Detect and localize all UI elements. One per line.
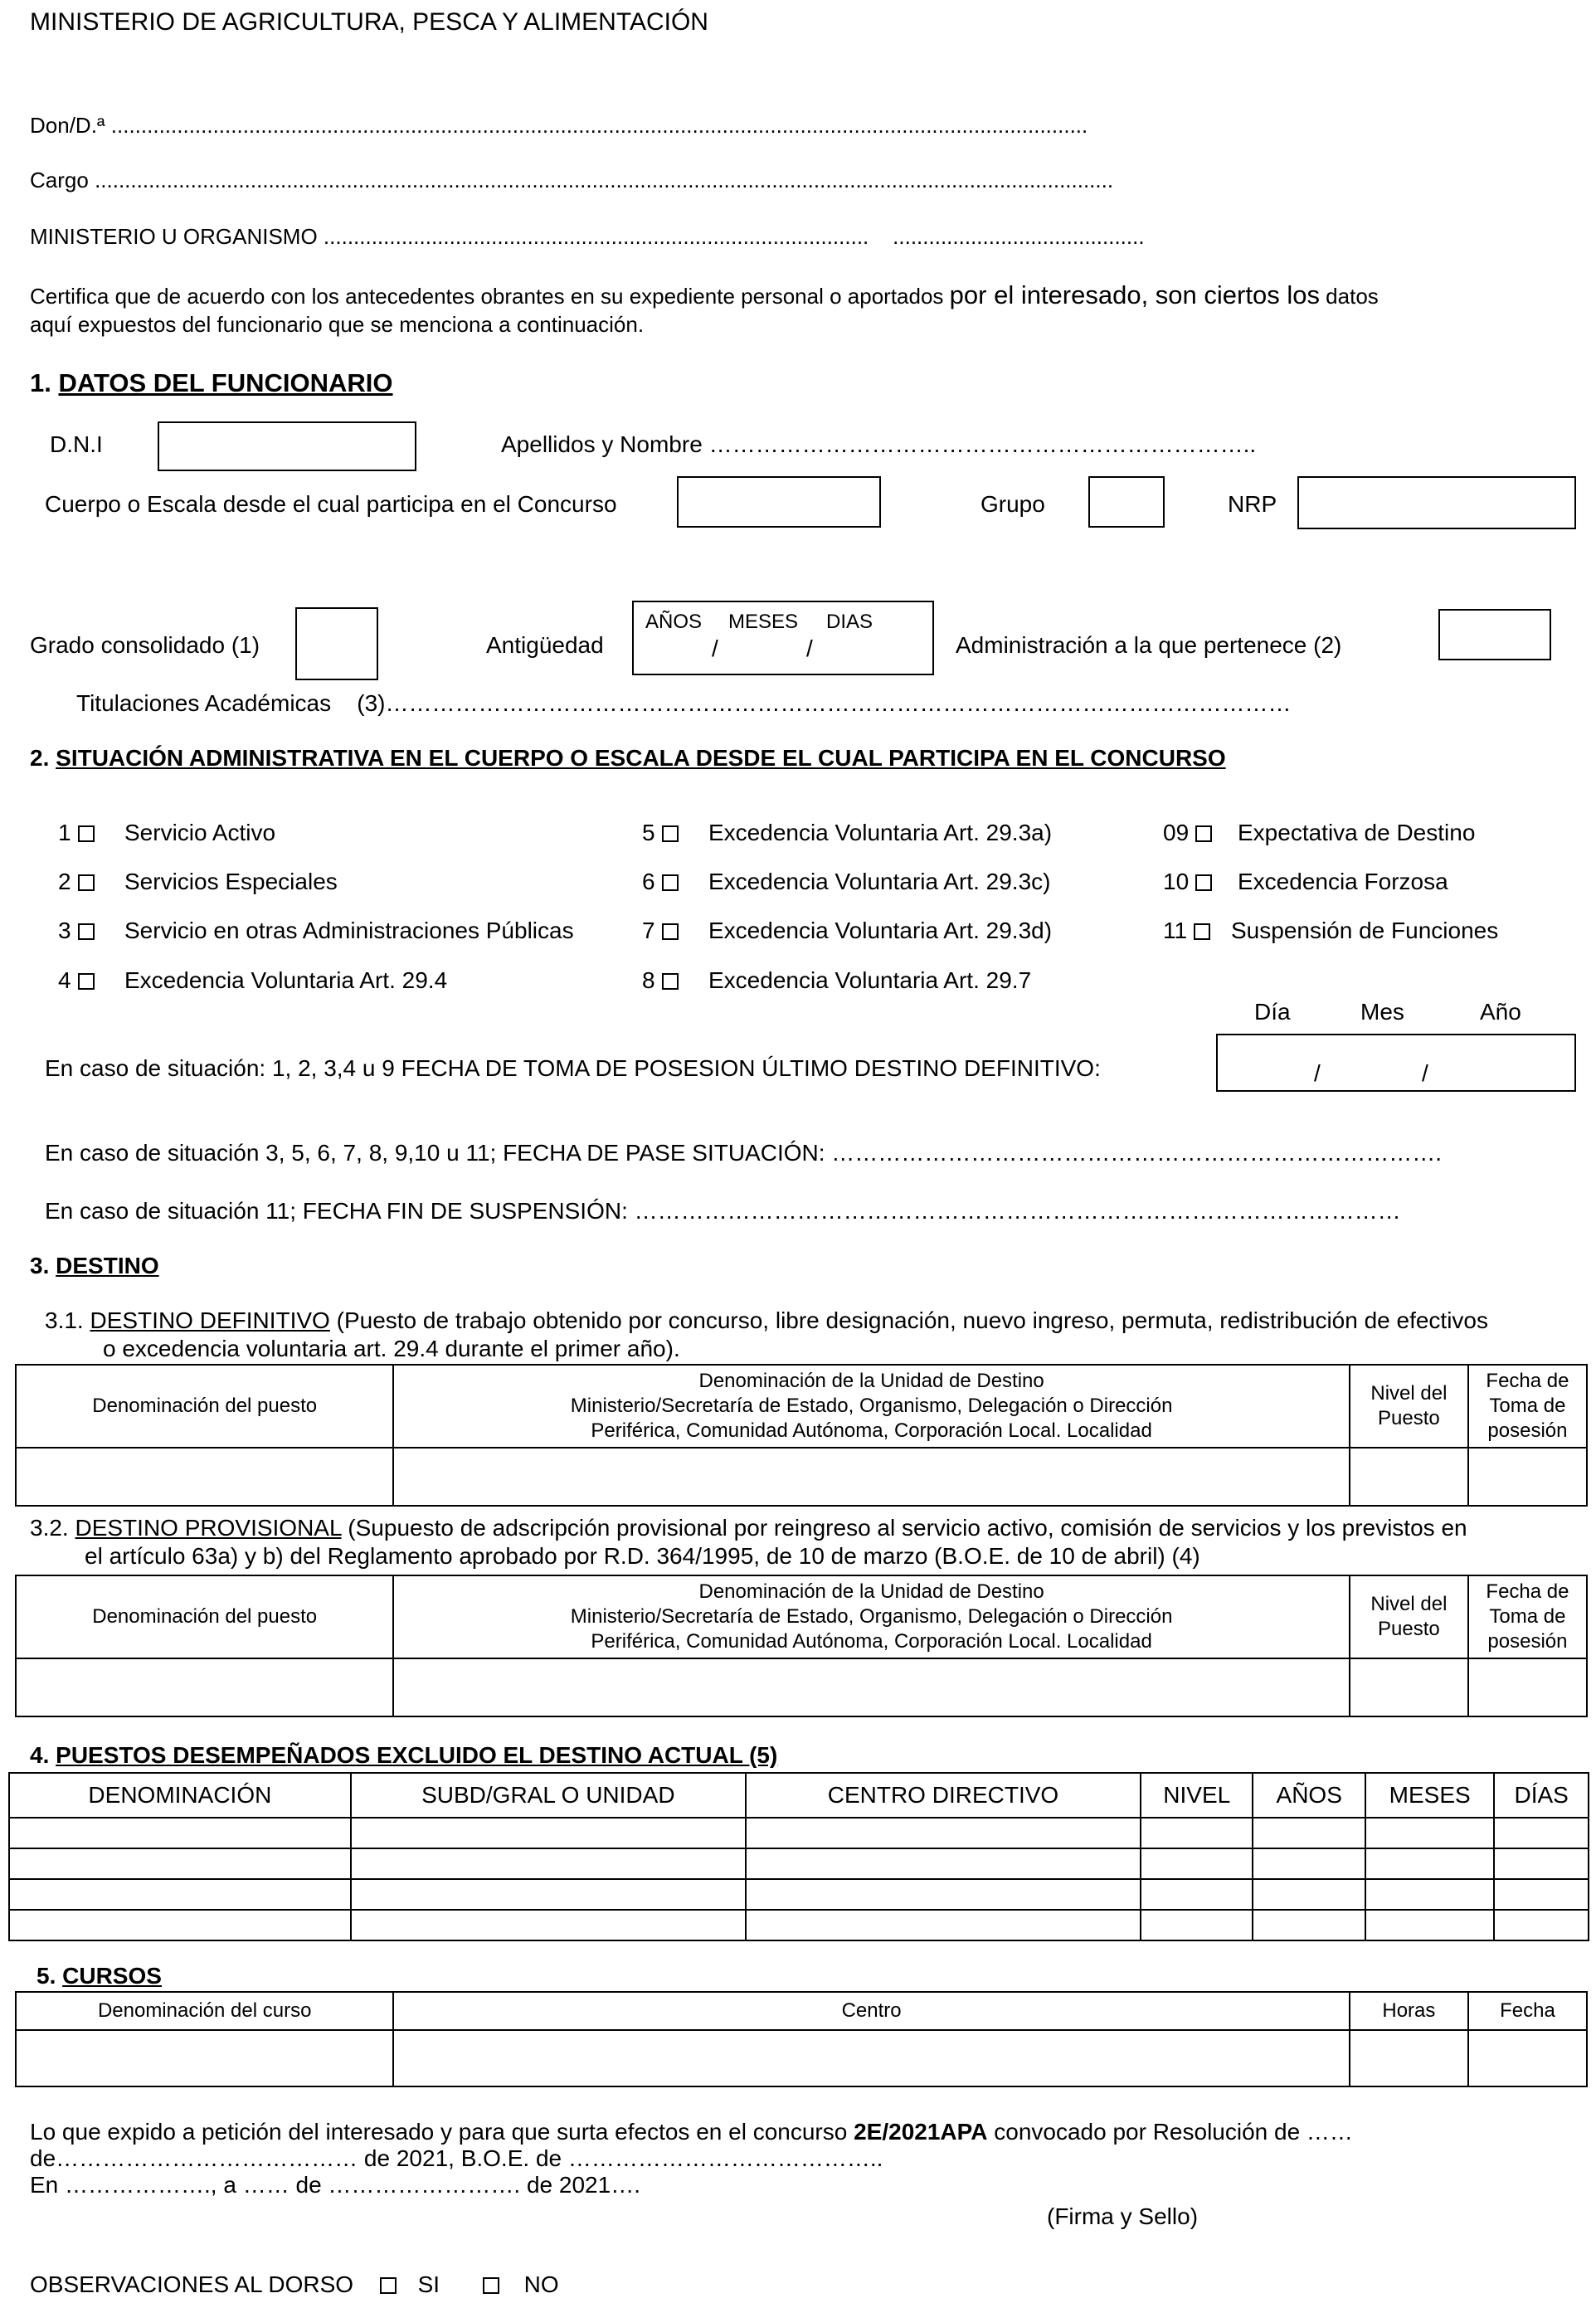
expido-line1: Lo que expido a petición del interesado y para que surta efectos en el concurso 2E/2021APA convocado por Resolución de ……	[30, 2119, 1353, 2145]
mes-label: Mes	[1360, 999, 1404, 1025]
fin-label: En caso de situación 11; FECHA FIN DE SUSPENSIÓN:	[45, 1198, 628, 1224]
checkbox-icon[interactable]	[1195, 825, 1212, 842]
input-cell[interactable]	[1468, 1448, 1587, 1506]
input-cell[interactable]	[1350, 1448, 1468, 1506]
certifica-line2: aquí expuestos del funcionario que se menciona a continuación.	[30, 312, 645, 337]
col-fecha-toma: Fecha de Toma de posesión	[1468, 1575, 1587, 1658]
expido-line2: de………………………………… de 2021, B.O.E. de …………………………………..	[30, 2145, 883, 2171]
table-row[interactable]	[16, 1448, 1587, 1506]
dia-label: Día	[1254, 999, 1291, 1025]
checkbox-icon[interactable]	[78, 973, 95, 990]
input-cell[interactable]	[16, 2030, 393, 2086]
input-cell[interactable]	[1350, 1658, 1468, 1716]
administracion-input[interactable]	[1438, 609, 1551, 660]
input-cell[interactable]	[1253, 1879, 1365, 1910]
pase-field[interactable]	[45, 1140, 1442, 1166]
section3-heading: 3. DESTINO	[30, 1253, 159, 1278]
col-denominacion-puesto: Denominación del puesto	[16, 1365, 393, 1448]
fin-dots: ………………………………………………………………………………………	[634, 1198, 1401, 1224]
checkbox-icon[interactable]	[662, 825, 679, 842]
anos-label: AÑOS	[645, 611, 703, 633]
dias-label: DIAS	[826, 611, 873, 633]
firma-label: (Firma y Sello)	[1047, 2203, 1199, 2229]
certifica-line1: Certifica que de acuerdo con los antecedentes obrantes en su expediente personal o aportados por el interesado, son ciertos los datos	[30, 280, 1379, 309]
titulaciones-dots: ………………………………………………………………………………………………………	[385, 690, 1292, 716]
input-cell[interactable]	[16, 1658, 393, 1716]
input-cell[interactable]	[746, 1848, 1141, 1879]
meses-label: MESES	[728, 611, 799, 633]
ministerio-label: MINISTERIO U ORGANISMO	[30, 224, 318, 249]
input-cell[interactable]	[746, 1879, 1141, 1910]
apellidos-label: Apellidos y Nombre	[501, 431, 703, 457]
section1-heading: 1. DATOS DEL FUNCIONARIO	[30, 368, 393, 397]
input-cell[interactable]	[393, 2030, 1350, 2086]
section4-heading: 4. PUESTOS DESEMPEÑADOS EXCLUIDO EL DESTINO ACTUAL (5)	[30, 1742, 778, 1768]
col-unidad-destino: Denominación de la Unidad de Destino Ministerio/Secretaría de Estado, Organismo, Delegación o Dirección Periférica, Comunidad Autónoma, Corporación Local. Localidad	[393, 1575, 1350, 1658]
checkbox-icon[interactable]	[1195, 874, 1212, 891]
nrp-label: NRP	[1228, 491, 1277, 517]
toma-posesion-label: En caso de situación: 1, 2, 3,4 u 9 FECHA DE TOMA DE POSESION ÚLTIMO DESTINO DEFINITIVO:	[45, 1055, 1101, 1081]
situacion-option-4[interactable]: 4 Excedencia Voluntaria Art. 29.4	[58, 967, 448, 993]
table-row[interactable]	[16, 1658, 1587, 1716]
cuerpo-input[interactable]	[677, 476, 881, 528]
destino-provisional-table	[15, 1575, 1588, 1717]
col-fecha: Fecha	[1468, 1992, 1587, 2030]
checkbox-icon[interactable]	[78, 874, 95, 891]
don-label: Don/D.ª	[30, 113, 105, 138]
col-anos: AÑOS	[1253, 1773, 1365, 1818]
col-fecha-toma: Fecha de Toma de posesión	[1468, 1365, 1587, 1448]
col-meses: MESES	[1365, 1773, 1494, 1818]
antiguedad-slash-2: /	[806, 635, 813, 661]
situacion-option-09[interactable]: 09 Expectativa de Destino	[1163, 820, 1476, 845]
ministry-title: MINISTERIO DE AGRICULTURA, PESCA Y ALIMENTACIÓN	[30, 8, 708, 36]
titulaciones-label: Titulaciones Académicas	[76, 690, 332, 716]
destino-definitivo-desc-2: o excedencia voluntaria art. 29.4 durante el primer año).	[103, 1336, 680, 1361]
checkbox-icon[interactable]	[662, 874, 679, 891]
input-cell[interactable]	[746, 1910, 1141, 1940]
situacion-option-8[interactable]: 8 Excedencia Voluntaria Art. 29.7	[642, 967, 1032, 993]
input-cell[interactable]	[1365, 1910, 1494, 1940]
col-horas: Horas	[1350, 1992, 1468, 2030]
antiguedad-input[interactable]	[632, 601, 934, 675]
si-label: SI	[417, 2271, 440, 2297]
expido-line3: En ………………., a …… de ……………………. de 2021….	[30, 2172, 640, 2198]
situacion-option-3[interactable]: 3 Servicio en otras Administraciones Públicas	[58, 918, 574, 943]
input-cell[interactable]	[351, 1818, 746, 1848]
table-row[interactable]	[9, 1818, 1589, 1848]
ministerio-dots: ........................................................................................... ..........................................	[323, 224, 1145, 249]
checkbox-icon[interactable]	[662, 923, 679, 940]
observaciones-label: OBSERVACIONES AL DORSO	[30, 2271, 354, 2297]
col-nivel-puesto: Nivel del Puesto	[1350, 1365, 1468, 1448]
input-cell[interactable]	[351, 1910, 746, 1940]
nrp-input[interactable]	[1297, 476, 1576, 529]
date-slash-1: /	[1314, 1060, 1321, 1086]
cargo-label: Cargo	[30, 168, 89, 192]
col-denominacion: DENOMINACIÓN	[9, 1773, 351, 1818]
input-cell[interactable]	[9, 1910, 351, 1940]
input-cell[interactable]	[1253, 1818, 1365, 1848]
situacion-option-1[interactable]: 1 Servicio Activo	[58, 820, 276, 845]
don-dots: ...................................................................................................................................................................	[110, 113, 1088, 138]
input-cell[interactable]	[1141, 1848, 1253, 1879]
pase-label: En caso de situación 3, 5, 6, 7, 8, 9,10 u 11; FECHA DE PASE SITUACIÓN:	[45, 1140, 825, 1166]
input-cell[interactable]	[1253, 1910, 1365, 1940]
checkbox-no-icon[interactable]	[483, 2277, 499, 2294]
input-cell[interactable]	[1141, 1879, 1253, 1910]
input-cell[interactable]	[351, 1879, 746, 1910]
cuerpo-label: Cuerpo o Escala desde el cual participa en el Concurso	[45, 491, 617, 517]
input-cell[interactable]	[1350, 2030, 1468, 2086]
table-row[interactable]	[9, 1879, 1589, 1910]
input-cell[interactable]	[16, 1448, 393, 1506]
destino-definitivo-table	[15, 1364, 1588, 1507]
col-unidad-destino: Denominación de la Unidad de Destino Ministerio/Secretaría de Estado, Organismo, Delegación o Dirección Periférica, Comunidad Autónoma, Corporación Local. Localidad	[393, 1365, 1350, 1448]
grupo-input[interactable]	[1088, 476, 1165, 528]
col-centro-directivo: CENTRO DIRECTIVO	[746, 1773, 1141, 1818]
checkbox-icon[interactable]	[1194, 923, 1210, 940]
input-cell[interactable]	[1494, 1879, 1589, 1910]
checkbox-icon[interactable]	[78, 825, 95, 842]
col-nivel-puesto: Nivel del Puesto	[1350, 1575, 1468, 1658]
input-cell[interactable]	[746, 1818, 1141, 1848]
fin-suspension-field[interactable]	[45, 1198, 1401, 1225]
col-subd-gral: SUBD/GRAL O UNIDAD	[351, 1773, 746, 1818]
table-row[interactable]	[9, 1848, 1589, 1879]
destino-provisional-desc: 3.2. DESTINO PROVISIONAL (Supuesto de adscripción provisional por reingreso al servicio activo, comisión de servicios y los previstos en	[30, 1515, 1467, 1541]
input-cell[interactable]	[1494, 1910, 1589, 1940]
input-cell[interactable]	[9, 1818, 351, 1848]
destino-definitivo-desc: 3.1. DESTINO DEFINITIVO (Puesto de trabajo obtenido por concurso, libre designación, nuevo ingreso, permuta, redistribución de efectivos	[45, 1307, 1489, 1333]
input-cell[interactable]	[1365, 1818, 1494, 1848]
input-cell[interactable]	[1141, 1818, 1253, 1848]
titulaciones-ref: (3)	[357, 690, 386, 716]
situacion-option-7[interactable]: 7 Excedencia Voluntaria Art. 29.3d)	[642, 918, 1053, 943]
table-row[interactable]	[9, 1910, 1589, 1940]
apellidos-field[interactable]	[501, 431, 1256, 458]
input-cell[interactable]	[1468, 2030, 1587, 2086]
situacion-option-6[interactable]: 6 Excedencia Voluntaria Art. 29.3c)	[642, 869, 1051, 894]
situacion-option-11[interactable]: 11 Suspensión de Funciones	[1163, 918, 1499, 943]
titulaciones-field[interactable]	[76, 690, 1291, 717]
dni-label: D.N.I	[50, 431, 103, 457]
don-field[interactable]	[30, 113, 1564, 139]
input-cell[interactable]	[9, 1848, 351, 1879]
ano-label: Año	[1480, 999, 1521, 1025]
input-cell[interactable]	[351, 1848, 746, 1879]
checkbox-icon[interactable]	[662, 973, 679, 990]
puestos-table	[8, 1772, 1589, 1941]
situacion-option-10[interactable]: 10 Excedencia Forzosa	[1163, 869, 1448, 894]
situacion-option-5[interactable]: 5 Excedencia Voluntaria Art. 29.3a)	[642, 820, 1053, 845]
input-cell[interactable]	[9, 1879, 351, 1910]
apellidos-dots: ……………………………………………………………..	[708, 431, 1257, 457]
col-dias: DÍAS	[1494, 1773, 1589, 1818]
input-cell[interactable]	[393, 1448, 1350, 1506]
cargo-dots: ..........................................................................................................................................................................	[95, 168, 1114, 192]
pase-dots: …………………………………………………………………….	[831, 1140, 1443, 1166]
administracion-label: Administración a la que pertenece (2)	[956, 632, 1342, 658]
col-denominacion-puesto: Denominación del puesto	[16, 1575, 393, 1658]
antiguedad-slash-1: /	[712, 635, 718, 661]
observaciones-row	[30, 2271, 559, 2298]
input-cell[interactable]	[1365, 1848, 1494, 1879]
ministerio-field[interactable]	[30, 224, 1564, 250]
no-label: NO	[523, 2271, 559, 2297]
section2-heading: 2. SITUACIÓN ADMINISTRATIVA EN EL CUERPO O ESCALA DESDE EL CUAL PARTICIPA EN EL CONCURSO	[30, 745, 1226, 771]
input-cell[interactable]	[1468, 1658, 1587, 1716]
grado-label: Grado consolidado (1)	[30, 632, 260, 658]
input-cell[interactable]	[1253, 1848, 1365, 1879]
input-cell[interactable]	[393, 1658, 1350, 1716]
grupo-label: Grupo	[980, 491, 1045, 517]
toma-posesion-date-input[interactable]	[1216, 1034, 1576, 1092]
col-denominacion-curso: Denominación del curso	[16, 1992, 393, 2030]
input-cell[interactable]	[1494, 1818, 1589, 1848]
checkbox-si-icon[interactable]	[380, 2277, 397, 2294]
destino-provisional-desc-2: el artículo 63a) y b) del Reglamento aprobado por R.D. 364/1995, de 10 de marzo (B.O.E. de 10 de abril) (4)	[85, 1543, 1200, 1569]
table-row[interactable]	[16, 2030, 1587, 2086]
col-nivel: NIVEL	[1141, 1773, 1253, 1818]
input-cell[interactable]	[1141, 1910, 1253, 1940]
dni-input[interactable]	[158, 421, 416, 471]
antiguedad-label: Antigüedad	[486, 632, 604, 658]
cargo-field[interactable]	[30, 168, 1564, 193]
col-centro: Centro	[393, 1992, 1350, 2030]
input-cell[interactable]	[1365, 1879, 1494, 1910]
input-cell[interactable]	[1494, 1848, 1589, 1879]
checkbox-icon[interactable]	[78, 923, 95, 940]
grado-input[interactable]	[295, 607, 378, 680]
section5-heading: 5. CURSOS	[36, 1963, 162, 1989]
situacion-option-2[interactable]: 2 Servicios Especiales	[58, 869, 338, 894]
date-slash-2: /	[1422, 1060, 1428, 1086]
cursos-table	[15, 1991, 1588, 2087]
